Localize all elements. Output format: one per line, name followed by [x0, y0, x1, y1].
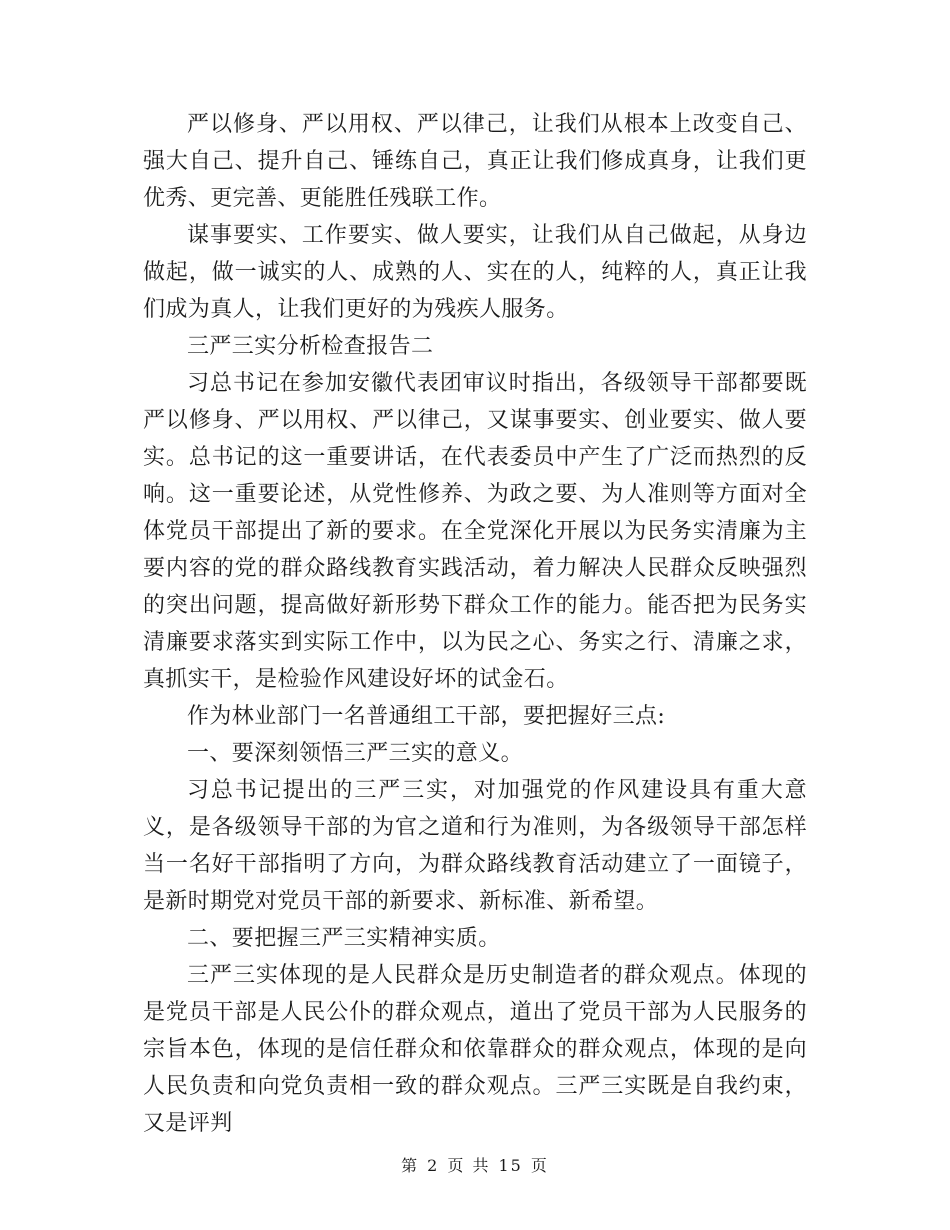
section-heading: 三严三实分析检查报告二 [187, 334, 434, 359]
paragraph: 习总书记在参加安徽代表团审议时指出，各级领导干部都要既严以修身、严以用权、严以律己，又谋事要实、创业要实、做人要实。总书记的这一重要讲话，在代表委员中产生了广泛而热烈的反响。这一重要论述，从党性修养、为政之要、为人准则等方面对全体党员干部提出了新的要求。在全党深化开展以为民务实清廉为主要内容的党的群众路线教育实践活动，着力解决人民群众反映强烈的突出问题，提高做好新形势下群众工作的能力。能否把为民务实清廉要求落实到实际工作中，以为民之心、务实之行、清廉之求，真抓实干，是检验作风建设好坏的试金石。 [143, 371, 807, 692]
paragraph: 严以修身、严以用权、严以律己，让我们从根本上改变自己、强大自己、提升自己、锤练自己，真正让我们修成真身，让我们更优秀、更完善、更能胜任残联工作。 [143, 112, 807, 211]
page-suffix: 页 [530, 1156, 549, 1175]
page-mid: 页 共 [447, 1156, 491, 1175]
page-prefix: 第 [401, 1156, 420, 1175]
paragraph: 习总书记提出的三严三实，对加强党的作风建设具有重大意义，是各级领导干部的为官之道和行为准则，为各级领导干部怎样当一名好干部指明了方向，为群众路线教育活动建立了一面镜子，是新时期党对党员干部的新要求、新标准、新希望。 [143, 778, 807, 914]
total-pages: 15 [498, 1156, 523, 1175]
document-body [143, 106, 807, 1142]
paragraph: 谋事要实、工作要实、做人要实，让我们从自己做起，从身边做起，做一诚实的人、成熟的人、实在的人，纯粹的人，真正让我们成为真人，让我们更好的为残疾人服务。 [143, 223, 807, 322]
current-page: 2 [427, 1156, 440, 1175]
section-heading: 二、要把握三严三实精神实质。 [187, 926, 501, 951]
paragraph: 三严三实体现的是人民群众是历史制造者的群众观点。体现的是党员干部是人民公仆的群众观点，道出了党员干部为人民服务的宗旨本色，体现的是信任群众和依靠群众的群众观点，体现的是向人民负责和向党负责相一致的群众观点。三严三实既是自我约束，又是评判 [143, 963, 807, 1136]
page-number-footer [0, 1153, 950, 1176]
section-heading: 一、要深刻领悟三严三实的意义。 [187, 741, 524, 766]
paragraph: 作为林业部门一名普通组工干部，要把握好三点: [187, 704, 666, 729]
